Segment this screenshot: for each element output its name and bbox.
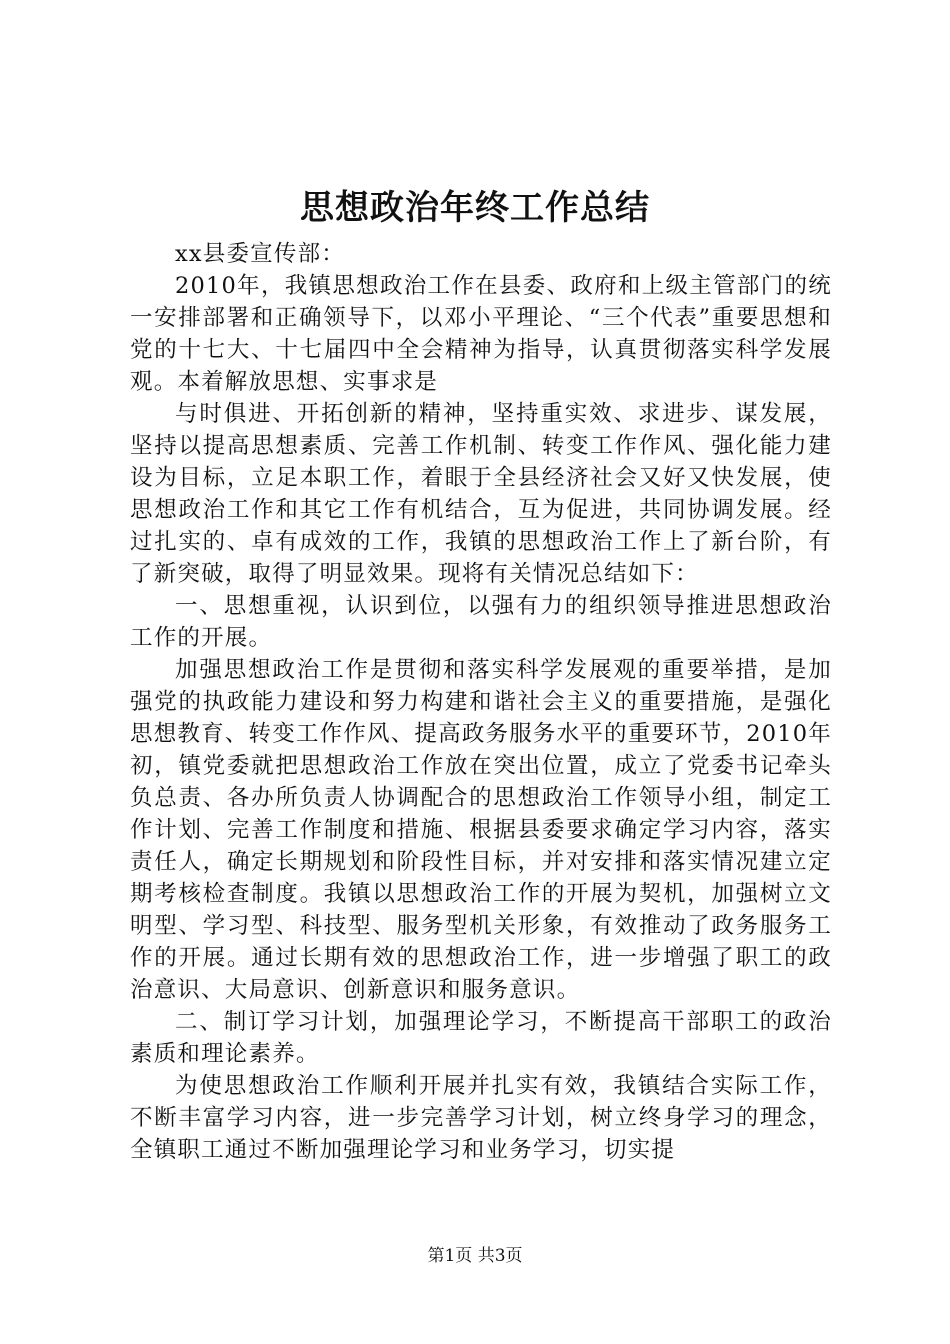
section-heading-1: 一、思想重视，认识到位，以强有力的组织领导推进思想政治工作的开展。: [130, 593, 832, 651]
body-paragraph: 与时俱进、开拓创新的精神，坚持重实效、求进步、谋发展，坚持以提高思想素质、完善工作机制、转变工作作风、强化能力建设为目标，立足本职工作，着眼于全县经济社会又好又快发展，使思想政治工作和其它工作有机结合，互为促进，共同协调发展。经过扎实的、卓有成效的工作，我镇的思想政治工作上了新台阶，有了新突破，取得了明显效果。现将有关情况总结如下：: [130, 401, 832, 587]
salutation-paragraph: xx县委宣传部：: [175, 241, 345, 267]
document-body: [130, 238, 832, 1166]
document-title: 思想政治年终工作总结: [300, 188, 650, 228]
section-heading-2: 二、制订学习计划，加强理论学习，不断提高干部职工的政治素质和理论素养。: [130, 1009, 832, 1067]
page-number-footer: 第1页 共3页: [427, 1246, 523, 1266]
body-paragraph: 为使思想政治工作顺利开展并扎实有效，我镇结合实际工作，不断丰富学习内容，进一步完善学习计划，树立终身学习的理念，全镇职工通过不断加强理论学习和业务学习，切实提: [130, 1073, 832, 1163]
body-paragraph: 2010年，我镇思想政治工作在县委、政府和上级主管部门的统一安排部署和正确领导下，以邓小平理论、“三个代表”重要思想和党的十七大、十七届四中全会精神为指导，认真贯彻落实科学发展观。本着解放思想、实事求是: [130, 273, 832, 395]
body-paragraph: 加强思想政治工作是贯彻和落实科学发展观的重要举措，是加强党的执政能力建设和努力构建和谐社会主义的重要措施，是强化思想教育、转变工作作风、提高政务服务水平的重要环节，2010年初，镇党委就把思想政治工作放在突出位置，成立了党委书记牵头负总责、各办所负责人协调配合的思想政治工作领导小组，制定工作计划、完善工作制度和措施、根据县委要求确定学习内容，落实责任人，确定长期规划和阶段性目标，并对安排和落实情况建立定期考核检查制度。我镇以思想政治工作的开展为契机，加强树立文明型、学习型、科技型、服务型机关形象，有效推动了政务服务工作的开展。通过长期有效的思想政治工作，进一步增强了职工的政治意识、大局意识、创新意识和服务意识。: [130, 657, 832, 1003]
